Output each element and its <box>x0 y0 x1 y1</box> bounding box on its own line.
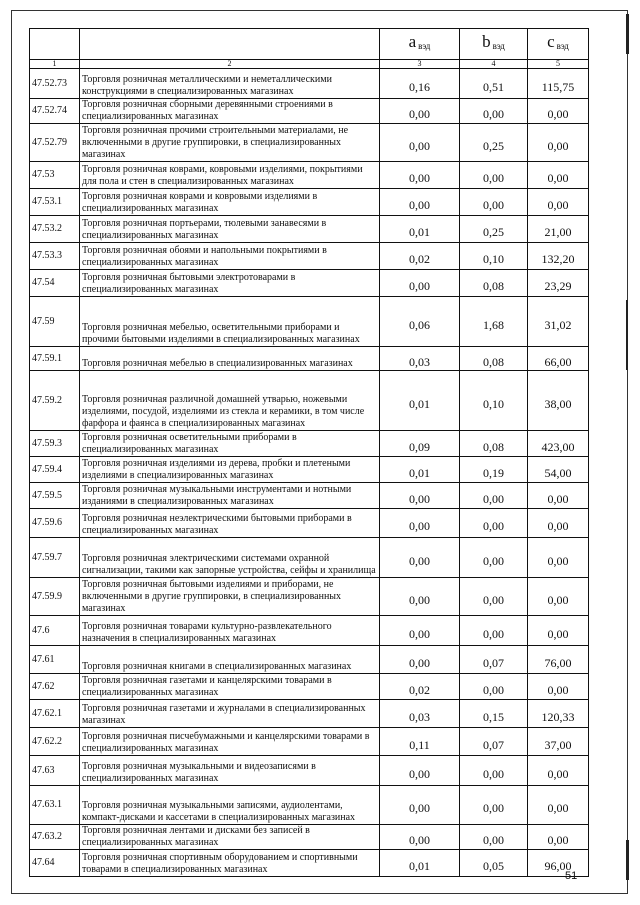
row-name-cell: Торговля розничная газетами и канцелярскими товарами в специализированных магазинах <box>80 674 380 700</box>
row-value-b-cell: 0,00 <box>460 674 528 700</box>
row-value-a-cell: 0,00 <box>380 509 460 538</box>
table-row <box>30 509 589 538</box>
row-value-a-cell: 0,09 <box>380 431 460 457</box>
row-code-cell: 47.52.74 <box>30 99 80 124</box>
row-value-b-cell: 0,00 <box>460 616 528 646</box>
row-value-c-cell: 423,00 <box>528 431 589 457</box>
row-name-cell: Торговля розничная книгами в специализированных магазинах <box>80 646 380 674</box>
table-row <box>30 538 589 578</box>
row-value-c-cell: 21,00 <box>528 216 589 243</box>
table-row <box>30 756 589 786</box>
header-row <box>30 29 589 60</box>
header-a-label: a <box>408 32 417 51</box>
row-value-c-cell: 0,00 <box>528 756 589 786</box>
table-row <box>30 850 589 877</box>
scan-edge-mark <box>626 300 628 370</box>
row-code-cell: 47.53.3 <box>30 243 80 270</box>
row-value-a-cell: 0,01 <box>380 457 460 483</box>
row-value-a-cell: 0,00 <box>380 99 460 124</box>
row-value-c-cell: 0,00 <box>528 674 589 700</box>
table-row <box>30 243 589 270</box>
row-value-b-cell: 0,08 <box>460 270 528 297</box>
row-value-c-cell: 0,00 <box>528 124 589 162</box>
row-code-cell: 47.59.1 <box>30 347 80 371</box>
header-a-sub: вэд <box>418 41 431 51</box>
table-row <box>30 786 589 825</box>
row-name-cell: Торговля розничная лентами и дисками без записей в специализированных магазинах <box>80 825 380 850</box>
row-value-c-cell: 0,00 <box>528 538 589 578</box>
row-name-cell: Торговля розничная писчебумажными и канцелярскими товарами в специализированных магазинах <box>80 728 380 756</box>
row-value-b-cell: 0,07 <box>460 646 528 674</box>
row-code-cell: 47.53.2 <box>30 216 80 243</box>
row-value-b-cell: 0,10 <box>460 243 528 270</box>
row-code-cell: 47.64 <box>30 850 80 877</box>
row-value-c-cell: 96,00 <box>528 850 589 877</box>
row-code-cell: 47.52.73 <box>30 69 80 99</box>
table-row <box>30 347 589 371</box>
row-value-c-cell: 0,00 <box>528 825 589 850</box>
row-value-b-cell: 0,00 <box>460 538 528 578</box>
row-value-a-cell: 0,01 <box>380 850 460 877</box>
row-value-a-cell: 0,03 <box>380 347 460 371</box>
row-code-cell: 47.63 <box>30 756 80 786</box>
row-value-a-cell: 0,00 <box>380 616 460 646</box>
row-name-cell: Торговля розничная прочими строительными материалами, не включенными в другие группировки, в специализированных магазинах <box>80 124 380 162</box>
row-name-cell: Торговля розничная различной домашней утварью, ножевыми изделиями, посудой, изделиями из стекла и керамики, в том числе фарфора и фаянса в специализированных магазинах <box>80 371 380 431</box>
row-code-cell: 47.59.9 <box>30 578 80 616</box>
row-name-cell: Торговля розничная газетами и журналами в специализированных магазинах <box>80 700 380 728</box>
row-name-cell: Торговля розничная товарами культурно-развлекательного назначения в специализированных магазинах <box>80 616 380 646</box>
row-value-c-cell: 54,00 <box>528 457 589 483</box>
row-value-a-cell: 0,03 <box>380 700 460 728</box>
row-name-cell: Торговля розничная мебелью в специализированных магазинах <box>80 347 380 371</box>
row-code-cell: 47.6 <box>30 616 80 646</box>
row-name-cell: Торговля розничная коврами, ковровыми изделиями, покрытиями для пола и стен в специализированных магазинах <box>80 162 380 189</box>
scan-edge-mark <box>626 14 629 54</box>
header-c-sub: вэд <box>556 41 569 51</box>
row-value-a-cell: 0,02 <box>380 674 460 700</box>
row-value-c-cell: 31,02 <box>528 297 589 347</box>
row-value-b-cell: 0,00 <box>460 162 528 189</box>
row-value-b-cell: 0,19 <box>460 457 528 483</box>
table-row <box>30 69 589 99</box>
row-code-cell: 47.53.1 <box>30 189 80 216</box>
row-value-b-cell: 0,00 <box>460 99 528 124</box>
row-value-b-cell: 0,00 <box>460 756 528 786</box>
row-code-cell: 47.62.1 <box>30 700 80 728</box>
header-b-label: b <box>482 32 491 51</box>
row-value-c-cell: 132,20 <box>528 243 589 270</box>
table-row <box>30 270 589 297</box>
row-code-cell: 47.59 <box>30 297 80 347</box>
row-value-b-cell: 0,00 <box>460 509 528 538</box>
row-value-b-cell: 0,00 <box>460 578 528 616</box>
row-value-c-cell: 120,33 <box>528 700 589 728</box>
row-value-a-cell: 0,01 <box>380 371 460 431</box>
rates-table <box>29 28 589 877</box>
row-name-cell: Торговля розничная коврами и ковровыми изделиями в специализированных магазинах <box>80 189 380 216</box>
row-code-cell: 47.59.7 <box>30 538 80 578</box>
table-row <box>30 457 589 483</box>
column-number: 5 <box>528 60 589 69</box>
row-value-a-cell: 0,06 <box>380 297 460 347</box>
row-value-b-cell: 0,08 <box>460 431 528 457</box>
table-row <box>30 728 589 756</box>
row-value-b-cell: 0,00 <box>460 786 528 825</box>
row-value-a-cell: 0,00 <box>380 538 460 578</box>
table-row <box>30 646 589 674</box>
row-value-b-cell: 0,07 <box>460 728 528 756</box>
row-name-cell: Торговля розничная металлическими и неметаллическими конструкциями в специализированных магазинах <box>80 69 380 99</box>
row-code-cell: 47.62.2 <box>30 728 80 756</box>
column-number-row <box>30 60 589 69</box>
row-code-cell: 47.63.2 <box>30 825 80 850</box>
row-code-cell: 47.54 <box>30 270 80 297</box>
row-code-cell: 47.52.79 <box>30 124 80 162</box>
row-value-b-cell: 0,15 <box>460 700 528 728</box>
row-value-b-cell: 1,68 <box>460 297 528 347</box>
table-row <box>30 431 589 457</box>
table-body <box>30 29 589 877</box>
row-value-c-cell: 0,00 <box>528 578 589 616</box>
row-value-b-cell: 0,08 <box>460 347 528 371</box>
row-value-b-cell: 0,25 <box>460 216 528 243</box>
row-value-a-cell: 0,02 <box>380 243 460 270</box>
row-code-cell: 47.61 <box>30 646 80 674</box>
row-name-cell: Торговля розничная осветительными приборами в специализированных магазинах <box>80 431 380 457</box>
column-number: 1 <box>30 60 80 69</box>
scan-edge-mark <box>626 840 629 880</box>
row-name-cell: Торговля розничная мебелью, осветительными приборами и прочими бытовыми изделиями в специализированных магазинах <box>80 297 380 347</box>
row-name-cell: Торговля розничная бытовыми изделиями и приборами, не включенными в другие группировки, в специализированных магазинах <box>80 578 380 616</box>
table-row <box>30 825 589 850</box>
row-value-b-cell: 0,00 <box>460 189 528 216</box>
row-name-cell: Торговля розничная изделиями из дерева, пробки и плетеными изделиями в специализированных магазинах <box>80 457 380 483</box>
row-value-a-cell: 0,00 <box>380 124 460 162</box>
row-value-c-cell: 23,29 <box>528 270 589 297</box>
row-code-cell: 47.59.6 <box>30 509 80 538</box>
row-value-a-cell: 0,00 <box>380 483 460 509</box>
table-row <box>30 189 589 216</box>
table-row <box>30 124 589 162</box>
row-value-a-cell: 0,00 <box>380 270 460 297</box>
row-value-a-cell: 0,11 <box>380 728 460 756</box>
row-value-a-cell: 0,00 <box>380 162 460 189</box>
row-name-cell: Торговля розничная сборными деревянными строениями в специализированных магазинах <box>80 99 380 124</box>
header-cell-c <box>528 29 589 60</box>
row-value-c-cell: 76,00 <box>528 646 589 674</box>
row-name-cell: Торговля розничная бытовыми электротоварами в специализированных магазинах <box>80 270 380 297</box>
row-value-b-cell: 0,00 <box>460 825 528 850</box>
table-row <box>30 700 589 728</box>
row-code-cell: 47.53 <box>30 162 80 189</box>
row-value-a-cell: 0,00 <box>380 189 460 216</box>
row-value-b-cell: 0,10 <box>460 371 528 431</box>
row-value-c-cell: 0,00 <box>528 483 589 509</box>
row-code-cell: 47.62 <box>30 674 80 700</box>
table-row <box>30 297 589 347</box>
row-code-cell: 47.63.1 <box>30 786 80 825</box>
row-code-cell: 47.59.3 <box>30 431 80 457</box>
header-cell-name <box>80 29 380 60</box>
row-name-cell: Торговля розничная неэлектрическими бытовыми приборами в специализированных магазинах <box>80 509 380 538</box>
row-name-cell: Торговля розничная музыкальными и видеозаписями в специализированных магазинах <box>80 756 380 786</box>
table-row <box>30 162 589 189</box>
row-value-c-cell: 37,00 <box>528 728 589 756</box>
row-name-cell: Торговля розничная электрическими системами охранной сигнализации, такими как запорные устройства, сейфы и хранилища <box>80 538 380 578</box>
table-row <box>30 578 589 616</box>
header-cell-b <box>460 29 528 60</box>
row-value-c-cell: 0,00 <box>528 189 589 216</box>
row-name-cell: Торговля розничная обоями и напольными покрытиями в специализированных магазинах <box>80 243 380 270</box>
header-cell-a <box>380 29 460 60</box>
row-value-a-cell: 0,00 <box>380 786 460 825</box>
row-name-cell: Торговля розничная музыкальными инструментами и нотными изданиями в специализированных магазинах <box>80 483 380 509</box>
header-cell-code <box>30 29 80 60</box>
row-value-a-cell: 0,00 <box>380 646 460 674</box>
row-value-b-cell: 0,00 <box>460 483 528 509</box>
table-row <box>30 674 589 700</box>
row-name-cell: Торговля розничная музыкальными записями, аудиолентами, компакт-дисками и кассетами в специализированных магазинах <box>80 786 380 825</box>
header-b-sub: вэд <box>492 41 505 51</box>
table-row <box>30 483 589 509</box>
table-row <box>30 216 589 243</box>
row-value-b-cell: 0,05 <box>460 850 528 877</box>
row-value-b-cell: 0,51 <box>460 69 528 99</box>
row-value-a-cell: 0,00 <box>380 578 460 616</box>
row-value-c-cell: 0,00 <box>528 786 589 825</box>
column-number: 3 <box>380 60 460 69</box>
row-value-a-cell: 0,16 <box>380 69 460 99</box>
row-value-b-cell: 0,25 <box>460 124 528 162</box>
table-row <box>30 616 589 646</box>
row-value-c-cell: 0,00 <box>528 99 589 124</box>
row-value-c-cell: 0,00 <box>528 162 589 189</box>
page-number: 51 <box>565 870 578 882</box>
column-number: 2 <box>80 60 380 69</box>
row-value-a-cell: 0,00 <box>380 825 460 850</box>
row-code-cell: 47.59.4 <box>30 457 80 483</box>
row-name-cell: Торговля розничная спортивным оборудованием и спортивными товарами в специализированных магазинах <box>80 850 380 877</box>
header-c-label: c <box>547 32 555 51</box>
row-name-cell: Торговля розничная портьерами, тюлевыми занавесями в специализированных магазинах <box>80 216 380 243</box>
row-value-c-cell: 0,00 <box>528 509 589 538</box>
column-number: 4 <box>460 60 528 69</box>
row-code-cell: 47.59.2 <box>30 371 80 431</box>
row-value-a-cell: 0,01 <box>380 216 460 243</box>
table-row <box>30 99 589 124</box>
row-value-c-cell: 115,75 <box>528 69 589 99</box>
row-value-c-cell: 66,00 <box>528 347 589 371</box>
table-row <box>30 371 589 431</box>
row-code-cell: 47.59.5 <box>30 483 80 509</box>
row-value-c-cell: 38,00 <box>528 371 589 431</box>
row-value-c-cell: 0,00 <box>528 616 589 646</box>
row-value-a-cell: 0,00 <box>380 756 460 786</box>
